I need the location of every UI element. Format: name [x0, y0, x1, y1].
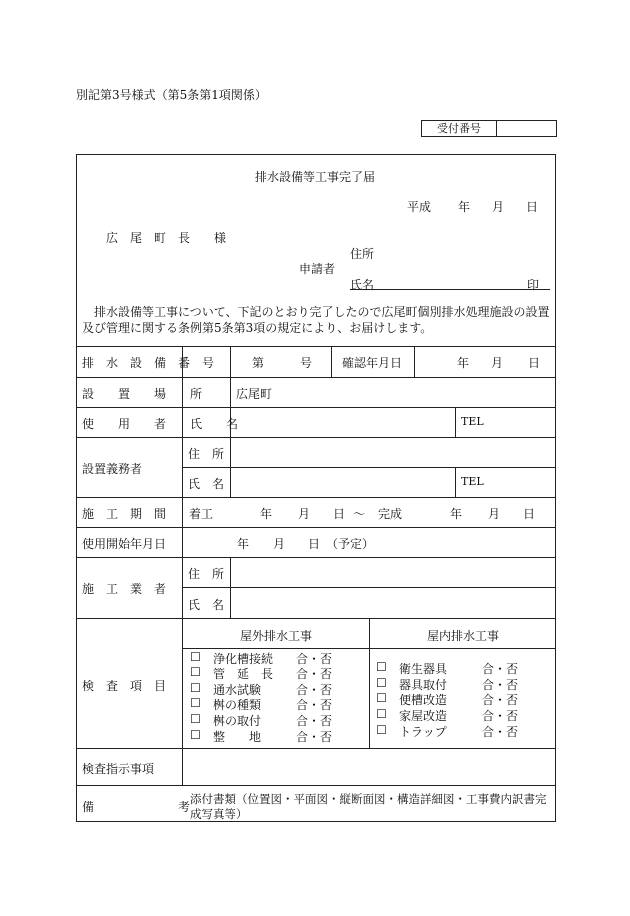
- row-divider: [76, 618, 556, 619]
- user-name-label: 使 用 者 氏 名: [82, 417, 239, 431]
- row-divider: [76, 407, 556, 408]
- form-reference: 別記第3号様式（第5条第1項関係）: [76, 88, 267, 102]
- row-divider: [182, 587, 556, 588]
- inspection-label: 検 査 項 目: [82, 679, 167, 693]
- form-title: 排水設備等工事完了届: [254, 170, 375, 184]
- obligor-name-label: 氏 名: [188, 477, 225, 491]
- indoor-item-name: 家屋改造: [399, 709, 448, 723]
- start-use-year: 年: [237, 537, 250, 551]
- start-use-label: 使用開始年月日: [82, 537, 167, 551]
- receipt-number-box: [421, 120, 557, 137]
- outdoor-item-result: 合・否: [296, 698, 333, 712]
- column-divider: [455, 467, 456, 497]
- period-start-year: 年: [260, 507, 273, 521]
- applicant-role: 申請者: [299, 262, 336, 276]
- confirm-month: 月: [491, 356, 504, 370]
- column-divider: [230, 377, 231, 497]
- indoor-item-result: 合・否: [482, 709, 519, 723]
- period-end-day: 日: [523, 507, 536, 521]
- indoor-item-result: 合・否: [482, 662, 519, 676]
- seal-mark: 印: [527, 278, 540, 292]
- start-use-note: （予定）: [326, 537, 375, 551]
- outdoor-item-result: 合・否: [296, 730, 333, 744]
- row-divider: [76, 377, 556, 378]
- addressee: 広 尾 町 長 様: [106, 231, 227, 245]
- checkbox-icon[interactable]: ☐: [190, 665, 201, 679]
- outdoor-item-name: 管 延 長: [213, 667, 274, 681]
- user-tel-label: TEL: [461, 415, 484, 428]
- receipt-number-field[interactable]: [498, 121, 556, 136]
- start-use-month: 月: [273, 537, 286, 551]
- outdoor-item-name: 桝の種類: [213, 698, 262, 712]
- period-complete: 完成: [378, 507, 403, 521]
- period-start-day: 日: [333, 507, 346, 521]
- confirm-day: 日: [528, 356, 541, 370]
- indoor-item-result: 合・否: [482, 693, 519, 707]
- column-divider: [182, 346, 183, 785]
- applicant-name-underline: [350, 289, 550, 290]
- checkbox-icon[interactable]: ☐: [376, 676, 387, 690]
- row-divider: [182, 467, 556, 468]
- checkbox-icon[interactable]: ☐: [376, 723, 387, 737]
- outdoor-header: 屋外排水工事: [240, 629, 313, 643]
- outdoor-item-result: 合・否: [296, 714, 333, 728]
- row-divider: [76, 437, 556, 438]
- period-end-year: 年: [450, 507, 463, 521]
- checkbox-icon[interactable]: ☐: [376, 660, 387, 674]
- confirm-date-label: 確認年月日: [342, 356, 403, 370]
- applicant-name-label: 氏名: [350, 278, 375, 292]
- applicant-address-label: 住所: [350, 247, 375, 261]
- confirm-year: 年: [457, 356, 470, 370]
- period-start-month: 月: [298, 507, 311, 521]
- drainage-dai: 第: [252, 356, 265, 370]
- outdoor-item-name: 桝の取付: [213, 714, 262, 728]
- drainage-number-label: 排 水 設 備 番 号: [82, 356, 215, 370]
- indoor-item-name: 器具取付: [399, 678, 448, 692]
- location-label: 設 置 場 所: [82, 387, 203, 401]
- row-divider: [76, 748, 556, 749]
- date-year: 年: [458, 200, 471, 214]
- indoor-header: 屋内排水工事: [427, 629, 500, 643]
- obligor-tel-label: TEL: [461, 475, 484, 488]
- contractor-label: 施 工 業 者: [82, 582, 167, 596]
- row-divider: [76, 557, 556, 558]
- checkbox-icon[interactable]: ☐: [376, 691, 387, 705]
- outdoor-item-result: 合・否: [296, 667, 333, 681]
- period-label: 施 工 期 間: [82, 507, 167, 521]
- column-divider: [414, 346, 415, 377]
- indoor-item-name: 衛生器具: [399, 662, 448, 676]
- row-divider: [76, 527, 556, 528]
- checkbox-icon[interactable]: ☐: [190, 728, 201, 742]
- obligor-address-label: 住 所: [188, 447, 225, 461]
- checkbox-icon[interactable]: ☐: [190, 650, 201, 664]
- outdoor-item-name: 整 地: [213, 730, 262, 744]
- period-tilde: ～: [353, 507, 366, 521]
- column-divider: [331, 346, 332, 377]
- drainage-go: 号: [300, 356, 313, 370]
- outdoor-item-name: 浄化槽接続: [213, 652, 274, 666]
- column-divider: [455, 407, 456, 437]
- column-divider: [230, 346, 231, 377]
- row-divider: [76, 346, 556, 347]
- date-day: 日: [526, 200, 539, 214]
- statement-paragraph: 排水設備等工事について、下記のとおり完了したので広尾町個別排水処理施設の設置及び管理に関する条例第5条第3項の規定により、お届けします。: [82, 305, 550, 335]
- start-use-day: 日: [308, 537, 321, 551]
- checkbox-icon[interactable]: ☐: [376, 707, 387, 721]
- checkbox-icon[interactable]: ☐: [190, 681, 201, 695]
- row-divider: [76, 785, 556, 786]
- column-divider: [369, 618, 370, 748]
- column-divider: [230, 557, 231, 618]
- indoor-item-name: 便槽改造: [399, 693, 448, 707]
- indoor-item-result: 合・否: [482, 725, 519, 739]
- row-divider: [76, 497, 556, 498]
- remarks-label: 備 考: [82, 800, 191, 814]
- location-value: 広尾町: [236, 387, 273, 401]
- date-month: 月: [492, 200, 505, 214]
- remarks-text: 添付書類（位置図・平面図・縦断面図・構造詳細図・工事費内訳書完成写真等）: [190, 792, 547, 821]
- outdoor-item-result: 合・否: [296, 683, 333, 697]
- contractor-name-label: 氏 名: [188, 598, 225, 612]
- checkbox-icon[interactable]: ☐: [190, 712, 201, 726]
- instructions-label: 検査指示事項: [82, 762, 155, 776]
- period-start: 着工: [189, 507, 214, 521]
- date-era: 平成: [407, 200, 432, 214]
- receipt-number-label: 受付番号: [422, 121, 497, 136]
- period-end-month: 月: [488, 507, 501, 521]
- indoor-item-name: トラップ: [399, 725, 447, 739]
- outdoor-item-name: 通水試験: [213, 683, 262, 697]
- checkbox-icon[interactable]: ☐: [190, 696, 201, 710]
- indoor-item-result: 合・否: [482, 678, 519, 692]
- contractor-address-label: 住 所: [188, 567, 225, 581]
- outdoor-item-result: 合・否: [296, 652, 333, 666]
- obligor-label: 設置義務者: [82, 462, 143, 476]
